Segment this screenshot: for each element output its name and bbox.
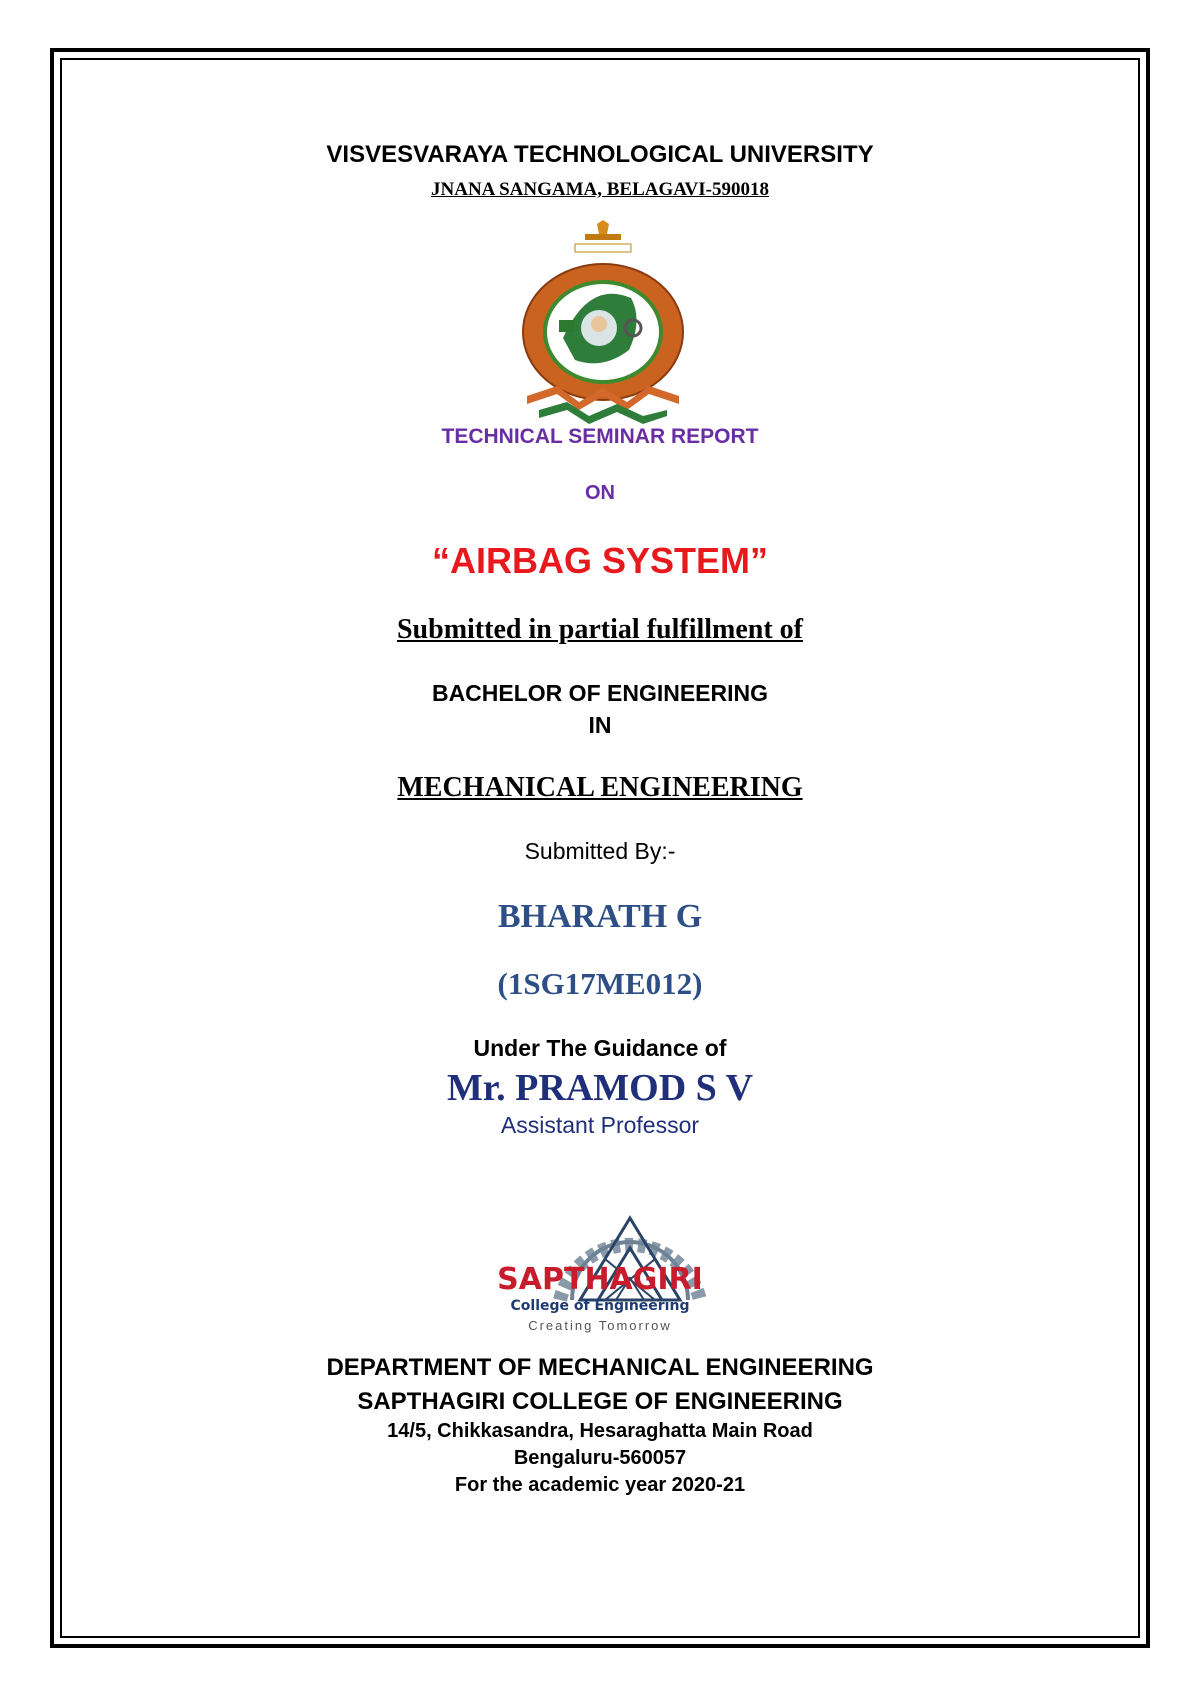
student-usn: (1SG17ME012) (497, 966, 703, 1001)
submitted-by-label: Submitted By:- (524, 838, 676, 864)
sapthagiri-logo-subtitle: College of Engineering (510, 1298, 690, 1314)
vtu-logo-icon (519, 220, 687, 426)
partial-fulfillment: Submitted in partial fulfillment of (396, 614, 803, 645)
degree-name: BACHELOR OF ENGINEERING (431, 680, 769, 706)
sapthagiri-logo-tagline: Creating Tomorrow (528, 1318, 672, 1333)
branch-name: MECHANICAL ENGINEERING (397, 772, 803, 803)
report-type: TECHNICAL SEMINAR REPORT (441, 425, 759, 448)
department-name: DEPARTMENT OF MECHANICAL ENGINEERING (326, 1354, 874, 1381)
college-street-address: 14/5, Chikkasandra, Hesaraghatta Main Road (387, 1420, 813, 1442)
guide-designation: Assistant Professor (500, 1112, 700, 1138)
college-city: Bengaluru-560057 (513, 1447, 687, 1469)
sapthagiri-logo-name: SAPTHAGIRI (497, 1262, 703, 1297)
report-on: ON (585, 482, 615, 504)
guide-name: Mr. PRAMOD S V (446, 1067, 754, 1109)
academic-year: For the academic year 2020-21 (454, 1474, 746, 1496)
student-name: BHARATH G (497, 898, 703, 935)
guidance-label: Under The Guidance of (473, 1035, 727, 1061)
college-name: SAPTHAGIRI COLLEGE OF ENGINEERING (357, 1388, 843, 1415)
report-title: “AIRBAG SYSTEM” (431, 540, 769, 581)
university-address: JNANA SANGAMA, BELAGAVI-590018 (431, 179, 769, 200)
degree-in: IN (588, 712, 612, 738)
university-name: VISVESVARAYA TECHNOLOGICAL UNIVERSITY (326, 141, 874, 168)
